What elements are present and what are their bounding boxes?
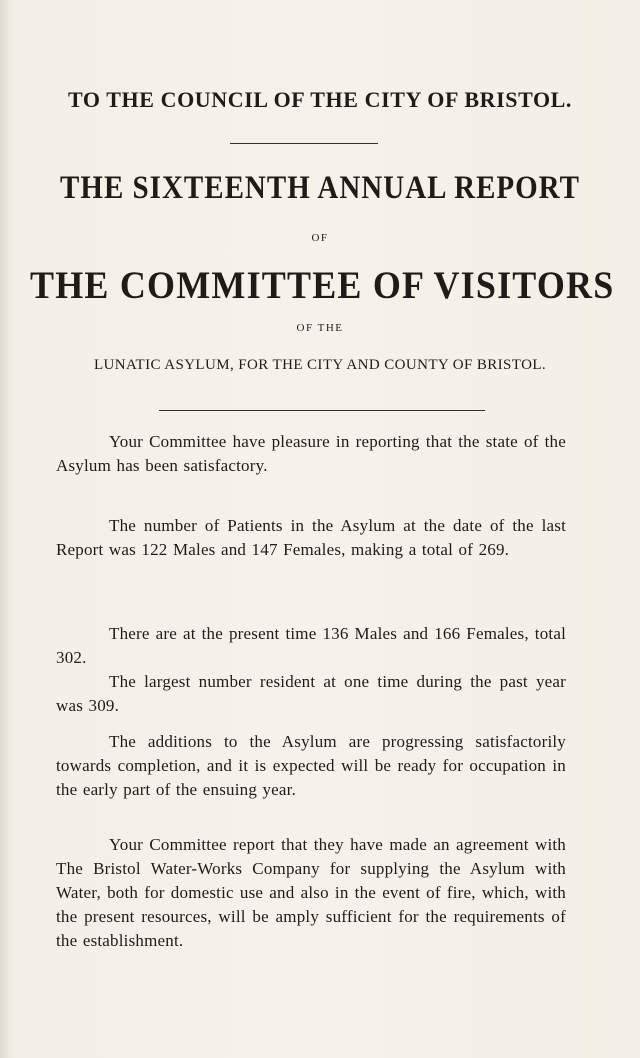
paragraph-present-time: There are at the present time 136 Males and 166 Females, total 302. [56,624,566,667]
paragraph-last-report: The number of Patients in the Asylum at the date of the last Report was 122 Males and 147 Females, making a total of 269. [56,516,566,559]
top-divider-rule [230,143,378,144]
bottom-divider-rule [159,410,485,411]
council-heading: TO THE COUNCIL OF THE CITY OF BRISTOL. [67,87,573,112]
committee-title: THE COMMITTEE OF VISITORS [30,263,615,307]
paragraph-largest-number: The largest number resident at one time during the past year was 309. [56,672,566,715]
paragraph-additions: The additions to the Asylum are progressing satisfactorily towards completion, and it is expected will be ready for occupation in the early part of the ensuing year. [56,732,566,799]
asylum-title: LUNATIC ASYLUM, FOR THE CITY AND COUNTY OF BRISTOL. [93,357,547,373]
report-title: THE SIXTEENTH ANNUAL REPORT [60,170,580,206]
paragraph-water-works: Your Committee report that they have made an agreement with The Bristol Water-Works Company for supplying the Asylum with Water, both for domestic use and also in the event of fire, which, with the present resources, will be amply sufficient for the requirements of the establishment. [56,835,566,950]
of-the-connector: OF THE [296,322,344,334]
paragraph-state: Your Committee have pleasure in reporting that the state of the Asylum has been satisfactory. [56,432,566,475]
of-connector: OF [311,232,329,244]
